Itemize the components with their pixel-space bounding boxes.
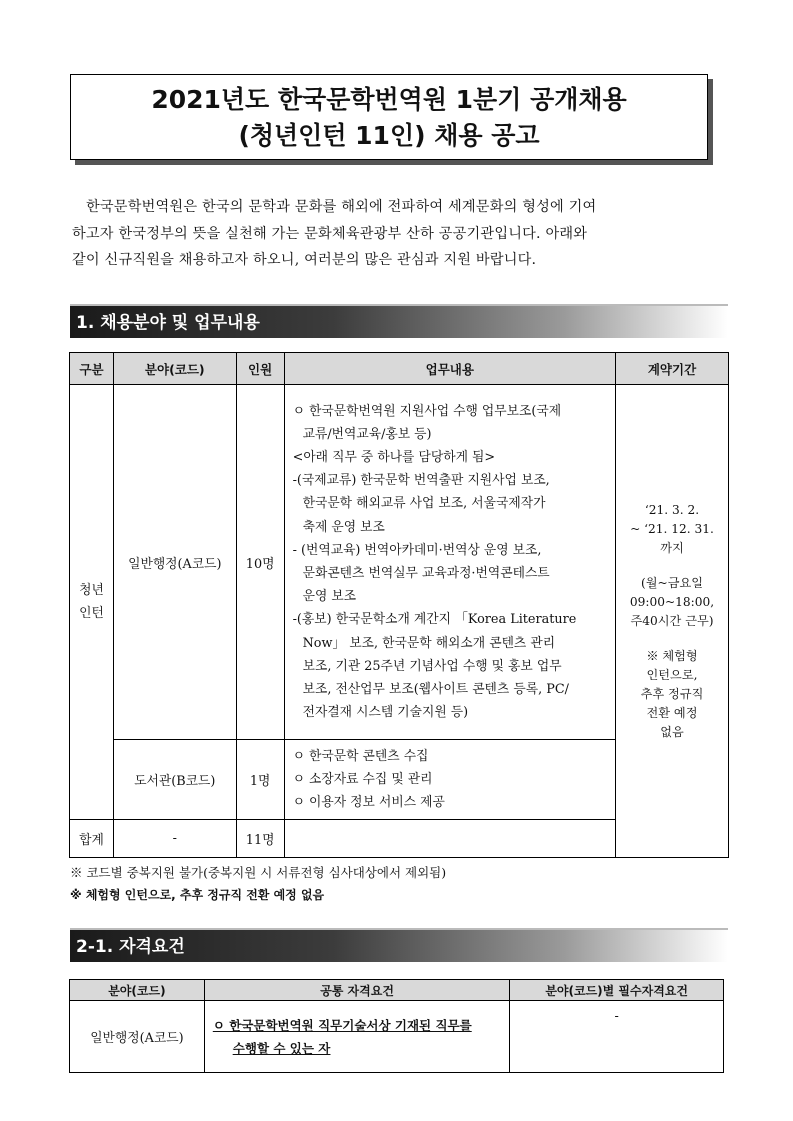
total-field: - [113,820,236,858]
duty-line: ㅇ 소장자료 수집 및 관리 [292,771,433,787]
duty-line: -(홍보) 한국문학소개 계간지 「Korea Literature [292,612,577,628]
duty-line: ㅇ 이용자 정보 서비스 제공 [292,795,445,811]
section-1-header: 1. 채용분야 및 업무내용 [70,304,728,338]
duty-line: 전자결재 시스템 기술지원 등) [302,705,469,721]
qualification-table [69,979,724,1073]
intro-paragraph [72,194,732,274]
duty-line: - (번역교육) 번역아카데미·번역상 운영 보조, [292,542,542,558]
contract-line: 까지 [660,540,684,555]
header-specific: 분야(코드)별 필수자격요건 [510,980,724,1001]
recruitment-table [69,352,729,858]
table-header-row [70,980,724,1001]
duty-line: 교류/번역교육/홍보 등) [302,426,432,442]
duty-line: 한국문학 해외교류 사업 보조, 서울국제작가 [302,496,546,512]
duties-cell [284,740,615,820]
field-cell: 도서관(B코드) [113,740,236,820]
table-row [70,385,729,740]
contract-line: 전환 예정 [646,705,698,720]
duty-line: 축제 운영 보조 [302,519,385,535]
contract-cell [616,385,729,858]
note-internship: ※ 체험형 인턴으로, 추후 정규직 전환 예정 없음 [70,888,325,902]
intro-line-1: 한국문학번역원은 한국의 문학과 문화를 해외에 전파하여 세계문화의 형성에 기여 [86,199,597,215]
contract-line: 09:00~18:00, [629,594,715,609]
category-line-1: 청년 [79,583,104,598]
field-cell: 일반행정(A코드) [113,385,236,740]
header-field: 분야(코드) [70,980,205,1001]
duty-line: 운영 보조 [302,589,357,605]
category-line-2: 인턴 [79,606,104,621]
header-contract: 계약기간 [616,353,729,385]
contract-line: 추후 정규직 [640,686,704,701]
header-field: 분야(코드) [113,353,236,385]
total-count: 11명 [236,820,284,858]
header-category: 구분 [70,353,114,385]
duties-cell [284,385,615,740]
note-duplicate: ※ 코드별 중복지원 불가(중복지원 시 서류전형 심사대상에서 제외됨) [70,865,447,880]
intro-line-2: 하고자 한국정부의 뜻을 실천해 가는 문화체육관광부 산하 공공기관입니다. 아래와 [72,225,588,242]
notes [70,862,446,906]
header-count: 인원 [236,353,284,385]
total-duties [284,820,615,858]
specific-requirement-cell: - [510,1001,724,1073]
section-2-header: 2-1. 자격요건 [70,928,728,962]
contract-line: ※ 체험형 [646,648,698,663]
common-line-2: 수행할 수 있는 자 [232,1040,331,1056]
common-requirement-cell [204,1001,510,1073]
duty-line: ㅇ 한국문학 콘텐츠 수집 [292,748,429,764]
intro-line-3: 같이 신규직원을 채용하고자 하오니, 여러분의 많은 관심과 지원 바랍니다. [72,252,537,268]
duty-line: 보조, 전산업무 보조(웹사이트 콘텐츠 등록, PC/ [302,682,569,698]
title-box [70,74,708,160]
duty-line: 문화콘텐츠 번역실무 교육과정·번역콘테스트 [302,566,550,581]
duty-line: ㅇ 한국문학번역원 지원사업 수행 업무보조(국제 [292,403,562,419]
contract-line: 없음 [660,724,684,739]
common-line-2-wrap [213,1037,502,1060]
contract-line: 인턴으로, [646,667,698,682]
header-duties: 업무내용 [284,353,615,385]
count-cell: 10명 [236,385,284,740]
duty-line: 보조, 기관 25주년 기념사업 수행 및 홍보 업무 [302,658,562,674]
title-line-1: 2021년도 한국문학번역원 1분기 공개채용 [151,85,627,114]
common-line-1: ㅇ 한국문학번역원 직무기술서상 기재된 직무를 [212,1017,472,1033]
duty-line: -(국제교류) 한국문학 번역출판 지원사업 보조, [292,473,550,489]
contract-line: ‘21. 3. 2. [644,502,700,517]
duty-line: Now」 보조, 한국문학 해외소개 콘텐츠 관리 [302,635,556,651]
contract-line: ~ ‘21. 12. 31. [630,521,714,536]
count-cell: 1명 [236,740,284,820]
contract-line: 주40시간 근무) [630,613,714,628]
table-row [70,1001,724,1073]
table-header-row [70,353,729,385]
title-line-2: (청년인턴 11인) 채용 공고 [238,121,540,150]
field-cell: 일반행정(A코드) [70,1001,205,1073]
contract-line: (월~금요일 [640,575,704,590]
header-common: 공통 자격요건 [204,980,510,1001]
category-cell [70,385,114,820]
total-label: 합계 [70,820,114,858]
duty-line: <아래 직무 중 하나를 담당하게 됨> [292,449,496,465]
